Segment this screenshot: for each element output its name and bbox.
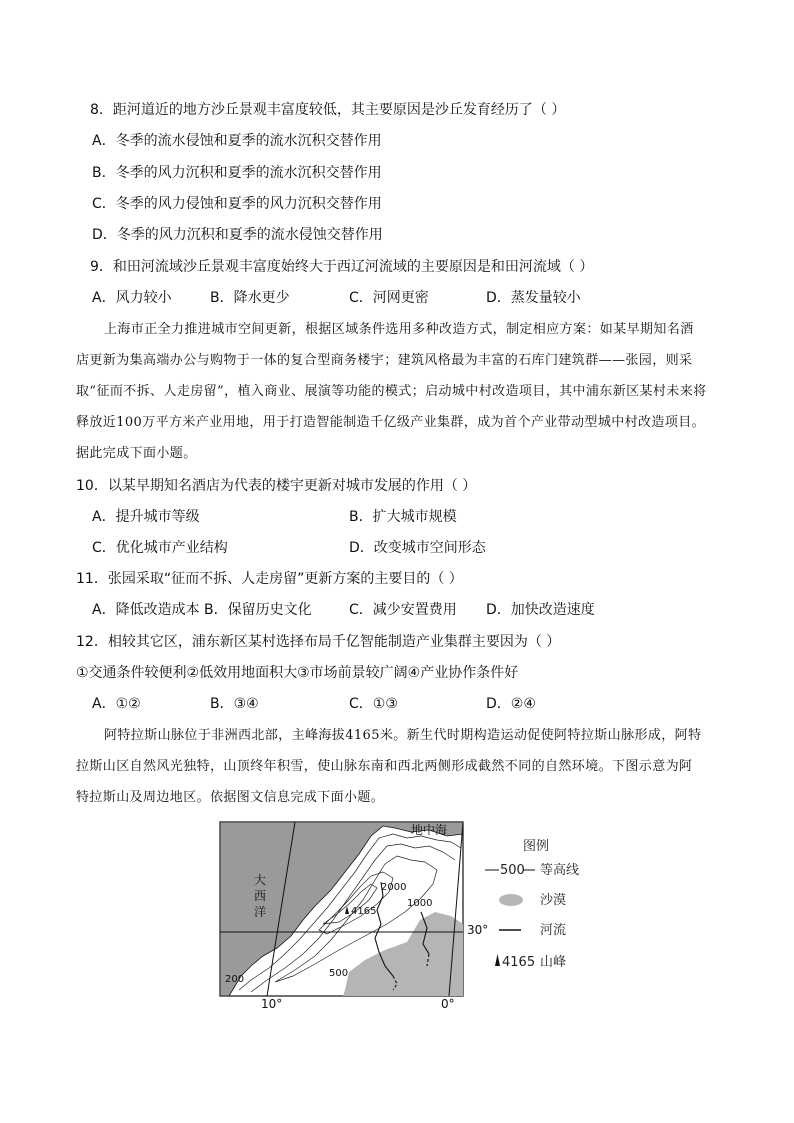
q12-option-d: D．②④ bbox=[486, 696, 536, 712]
legend-contour-value: 500 bbox=[500, 863, 525, 878]
q11-option-c: C．减少安置费用 bbox=[349, 602, 457, 618]
latitude-30-label: 30° bbox=[467, 923, 489, 937]
passage1-line-5: 据此完成下面小题。 bbox=[76, 446, 197, 461]
q10-option-a: A．提升城市等级 bbox=[92, 509, 200, 525]
passage1-line-2: 店更新为集高端办公与购物于一体的复合型商务楼宇；建筑风格最为丰富的石库门建筑群——张园，则采 bbox=[76, 353, 693, 368]
longitude-0-label: 0° bbox=[441, 997, 455, 1010]
q8-stem: 8．距河道近的地方沙丘景观丰富度较低，其主要原因是沙丘发育经历了（ ） bbox=[90, 102, 566, 118]
legend-peak-value: 4165 bbox=[502, 955, 536, 970]
q11-option-d: D．加快改造速度 bbox=[486, 602, 595, 618]
peak-label: 4165 bbox=[351, 906, 377, 917]
q9-option-b: B．降水更少 bbox=[210, 290, 290, 306]
q8-option-d: D．冬季的风力沉积和夏季的流水侵蚀交替作用 bbox=[92, 227, 383, 243]
q8-option-a: A．冬季的流水侵蚀和夏季的流水沉积交替作用 bbox=[92, 133, 382, 149]
q9-option-a: A．风力较小 bbox=[92, 290, 172, 306]
contour-1000-label: 1000 bbox=[407, 898, 433, 909]
q9-option-d: D．蒸发量较小 bbox=[486, 290, 581, 306]
legend-peak-label: 山峰 bbox=[540, 955, 567, 970]
q11-option-ab: A．降低改造成本 B．保留历史文化 bbox=[92, 602, 312, 618]
map-legend bbox=[485, 839, 579, 970]
q9-option-c: C．河网更密 bbox=[349, 290, 429, 306]
longitude-10-label: 10° bbox=[261, 997, 283, 1010]
q12-option-b: B．③④ bbox=[210, 696, 259, 712]
sea-label: 地中海 bbox=[411, 823, 448, 837]
ocean-label-2: 西 bbox=[254, 889, 267, 903]
ocean-label-3: 洋 bbox=[254, 905, 267, 919]
passage1-line-1: 上海市正全力推进城市空间更新，根据区域条件选用多种改造方式，制定相应方案：如某早期知名酒 bbox=[104, 322, 694, 337]
passage2-line-2: 拉斯山区自然风光独特，山顶终年积雪，使山脉东南和西北两侧形成截然不同的自然环境。下图示意为阿 bbox=[76, 759, 693, 774]
legend-title: 图例 bbox=[523, 839, 550, 854]
contour-200-label: 200 bbox=[225, 974, 245, 985]
legend-desert-label: 沙漠 bbox=[540, 893, 567, 908]
q8-option-b: B．冬季的风力沉积和夏季的流水沉积交替作用 bbox=[92, 165, 382, 181]
legend-desert-swatch bbox=[499, 894, 523, 906]
q11-stem: 11．张园采取“征而不拆、人走房留”更新方案的主要目的（ ） bbox=[76, 571, 463, 587]
q10-option-c: C．优化城市产业结构 bbox=[92, 540, 228, 556]
passage1-line-3: 取“征而不拆、人走房留”，植入商业、展演等功能的模式；启动城中村改造项目，其中浦东新区某村未来将 bbox=[76, 384, 707, 399]
q10-option-b: B．扩大城市规模 bbox=[349, 509, 457, 525]
legend-peak-icon bbox=[495, 954, 500, 966]
contour-2000-label: 2000 bbox=[381, 882, 407, 893]
q12-option-a: A．①② bbox=[92, 696, 141, 712]
legend-contour-label: 等高线 bbox=[540, 863, 580, 878]
atlas-map-figure bbox=[215, 820, 595, 1010]
q9-stem: 9．和田河流域沙丘景观丰富度始终大于西辽河流域的主要原因是和田河流域（ ） bbox=[90, 259, 594, 275]
passage2-line-1: 阿特拉斯山脉位于非洲西北部，主峰海拔4165米。新生代时期构造运动促使阿特拉斯山脉形成，阿特 bbox=[104, 728, 702, 743]
q10-option-d: D．改变城市空间形态 bbox=[349, 540, 486, 556]
passage1-line-4: 释放近100万平方米产业用地，用于打造智能制造千亿级产业集群，成为首个产业带动型城中村改造项目。 bbox=[76, 415, 706, 430]
map-area bbox=[220, 822, 463, 996]
legend-river-label: 河流 bbox=[540, 923, 567, 938]
q10-stem: 10．以某早期知名酒店为代表的楼宇更新对城市发展的作用（ ） bbox=[76, 478, 477, 494]
ocean-label-1: 大 bbox=[254, 873, 267, 887]
q12-conditions: ①交通条件较便利②低效用地面积大③市场前景较广阔④产业协作条件好 bbox=[76, 665, 519, 681]
passage2-line-3: 特拉斯山及周边地区。依据图文信息完成下面小题。 bbox=[76, 790, 385, 805]
q12-option-c: C．①③ bbox=[349, 696, 398, 712]
q8-option-c: C．冬季的风力侵蚀和夏季的风力沉积交替作用 bbox=[92, 196, 382, 212]
q12-stem: 12．相较其它区，浦东新区某村选择布局千亿智能制造产业集群主要因为（ ） bbox=[76, 634, 561, 650]
contour-500-label: 500 bbox=[329, 968, 349, 979]
